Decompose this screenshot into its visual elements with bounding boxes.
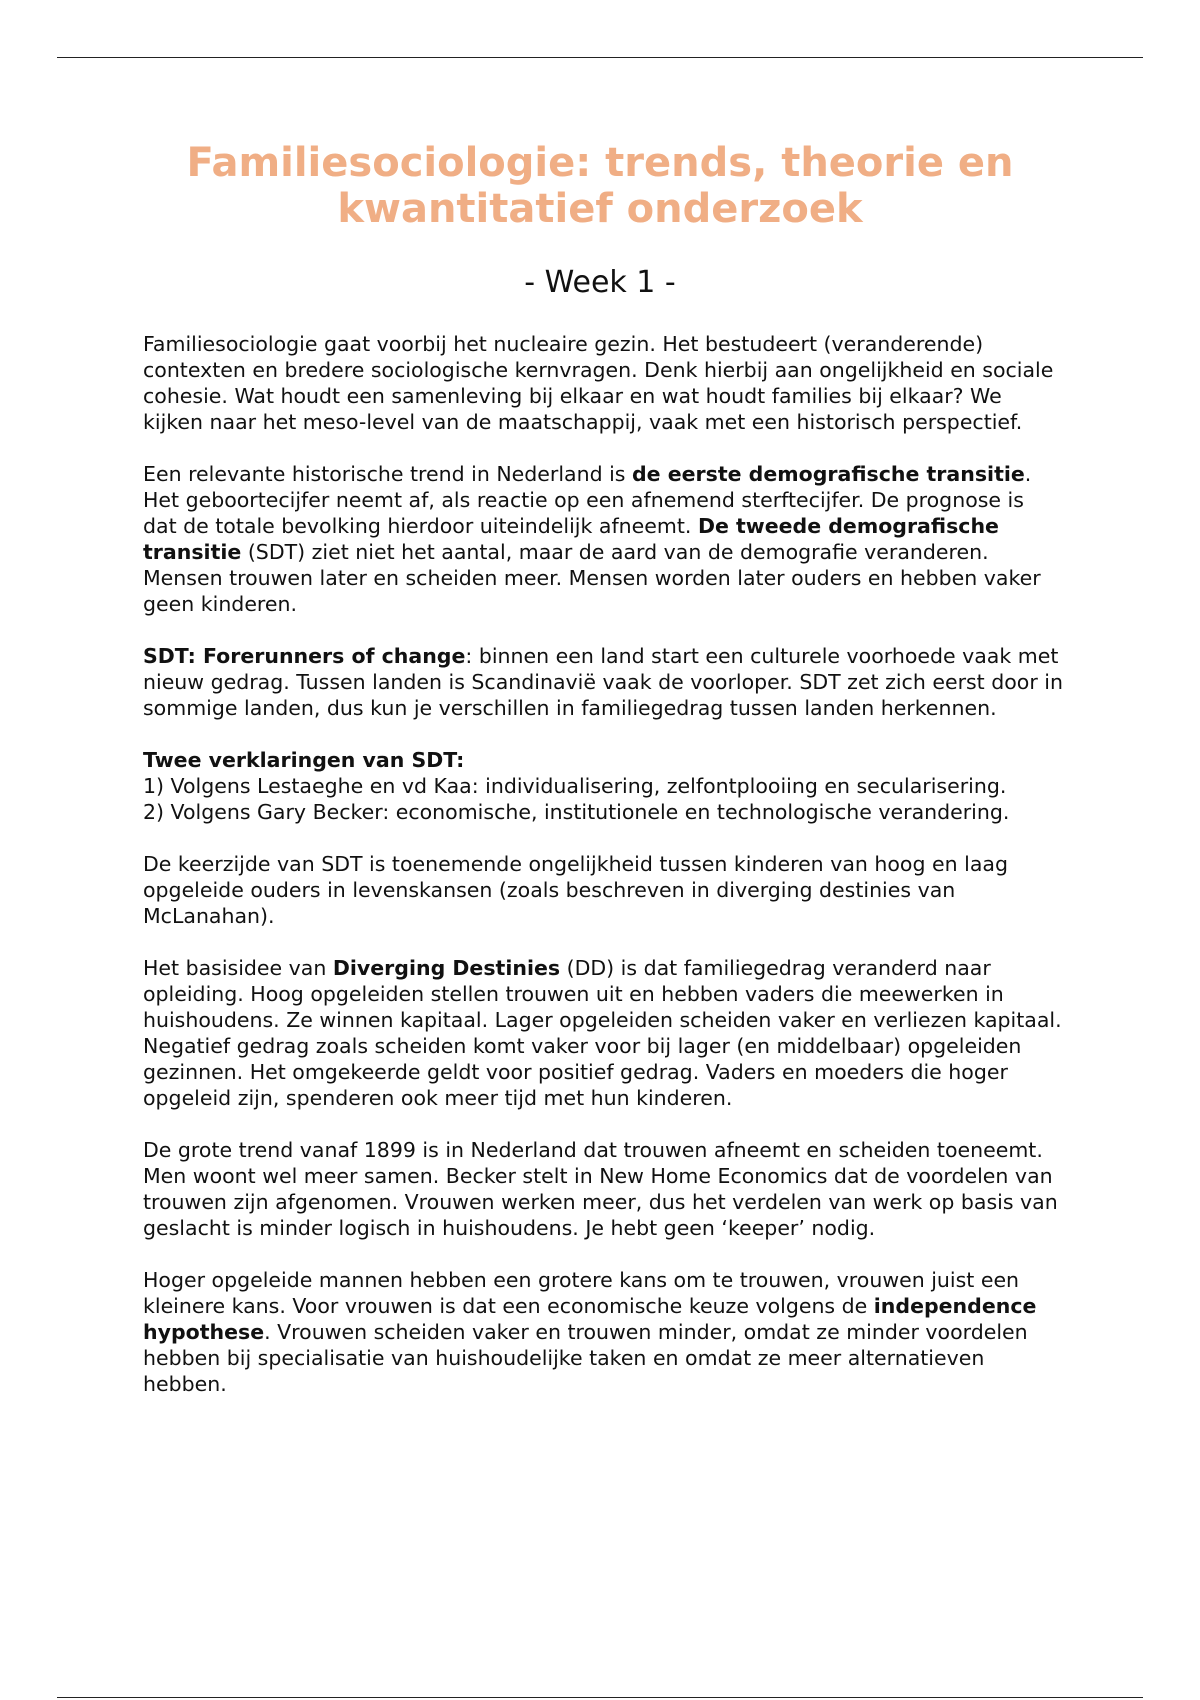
paragraph-demographic-transition: Een relevante historische trend in Nederland is de eerste demografische transitie. Het geboortecijfer neemt af, als reactie op een afnemend sterftecijfer. De prognose is dat de totale bevolking hierdoor uiteindelijk afneemt. De tweede demografische transitie (SDT) ziet niet het aantal, maar de aard van de demografie veranderen. Mensen trouwen later en scheiden meer. Mensen worden later ouders en hebben vaker geen kinderen.	[143, 462, 1041, 616]
term-diverging-destinies: Diverging Destinies	[332, 956, 561, 980]
paragraph-explanations	[143, 747, 1063, 825]
term-forerunners: SDT: Forerunners of change	[143, 644, 466, 668]
document-title: Familiesociologie: trends, theorie en kwantitatief onderzoek	[186, 140, 1014, 232]
week-subtitle: - Week 1 -	[524, 265, 676, 300]
explanation-item-1: 1) Volgens Lestaeghe en vd Kaa: individualisering, zelfontplooiing en secularisering.	[143, 774, 1007, 798]
paragraph-trend-1899: De grote trend vanaf 1899 is in Nederland dat trouwen afneemt en scheiden toeneemt. Men woont wel meer samen. Becker stelt in New Home Economics dat de voordelen van trouwen zijn afgenomen. Vrouwen werken meer, dus het verdelen van werk op basis van geslacht is minder logisch in huishoudens. Je hebt geen ‘keeper’ nodig.	[143, 1138, 1058, 1240]
paragraph-forerunners: SDT: Forerunners of change: binnen een land start een culturele voorhoede vaak met nieuw gedrag. Tussen landen is Scandinavië vaak de voorloper. SDT zet zich eerst door in sommige landen, dus kun je verschillen in familiegedrag tussen landen herkennen.	[143, 644, 1063, 720]
paragraph-independence: Hoger opgeleide mannen hebben een grotere kans om te trouwen, vrouwen juist een kleinere kans. Voor vrouwen is dat een economische keuze volgens de independence hypothese. Vrouwen scheiden vaker en trouwen minder, omdat ze minder voordelen hebben bij specialisatie van huishoudelijke taken en omdat ze meer alternatieven hebben.	[143, 1268, 1037, 1396]
term-second-transition: De tweede demografische transitie	[143, 514, 999, 564]
top-rule	[57, 57, 1143, 58]
paragraph-intro: Familiesociologie gaat voorbij het nucleaire gezin. Het bestudeert (veranderende) contexten en bredere sociologische kernvragen. Denk hierbij aan ongelijkheid en sociale cohesie. Wat houdt een samenleving bij elkaar en wat houdt families bij elkaar? We kijken naar het meso-level van de maatschappij, vaak met een historisch perspectief.	[143, 332, 1054, 434]
explanation-item-2: 2) Volgens Gary Becker: economische, institutionele en technologische verandering.	[143, 800, 1010, 824]
paragraph-inequality: De keerzijde van SDT is toenemende ongelijkheid tussen kinderen van hoog en laag opgeleide ouders in levenskansen (zoals beschreven in diverging destinies van McLanahan).	[143, 852, 1008, 928]
term-first-transition: de eerste demografische transitie	[632, 462, 1025, 486]
explanations-heading: Twee verklaringen van SDT:	[143, 748, 465, 772]
paragraph-diverging-destinies: Het basisidee van Diverging Destinies (DD) is dat familiegedrag veranderd naar opleiding. Hoog opgeleiden stellen trouwen uit en hebben vaders die meewerken in huishoudens. Ze winnen kapitaal. Lager opgeleiden scheiden vaker en verliezen kapitaal. Negatief gedrag zoals scheiden komt vaker voor bij lager (en middelbaar) opgeleiden gezinnen. Het omgekeerde geldt voor positief gedrag. Vaders en moeders die hoger opgeleid zijn, spenderen ook meer tijd met hun kinderen.	[143, 956, 1062, 1110]
document-body	[143, 331, 1063, 1423]
bottom-rule	[57, 1697, 1143, 1698]
term-independence-hypothesis: independence hypothese	[143, 1294, 1037, 1344]
